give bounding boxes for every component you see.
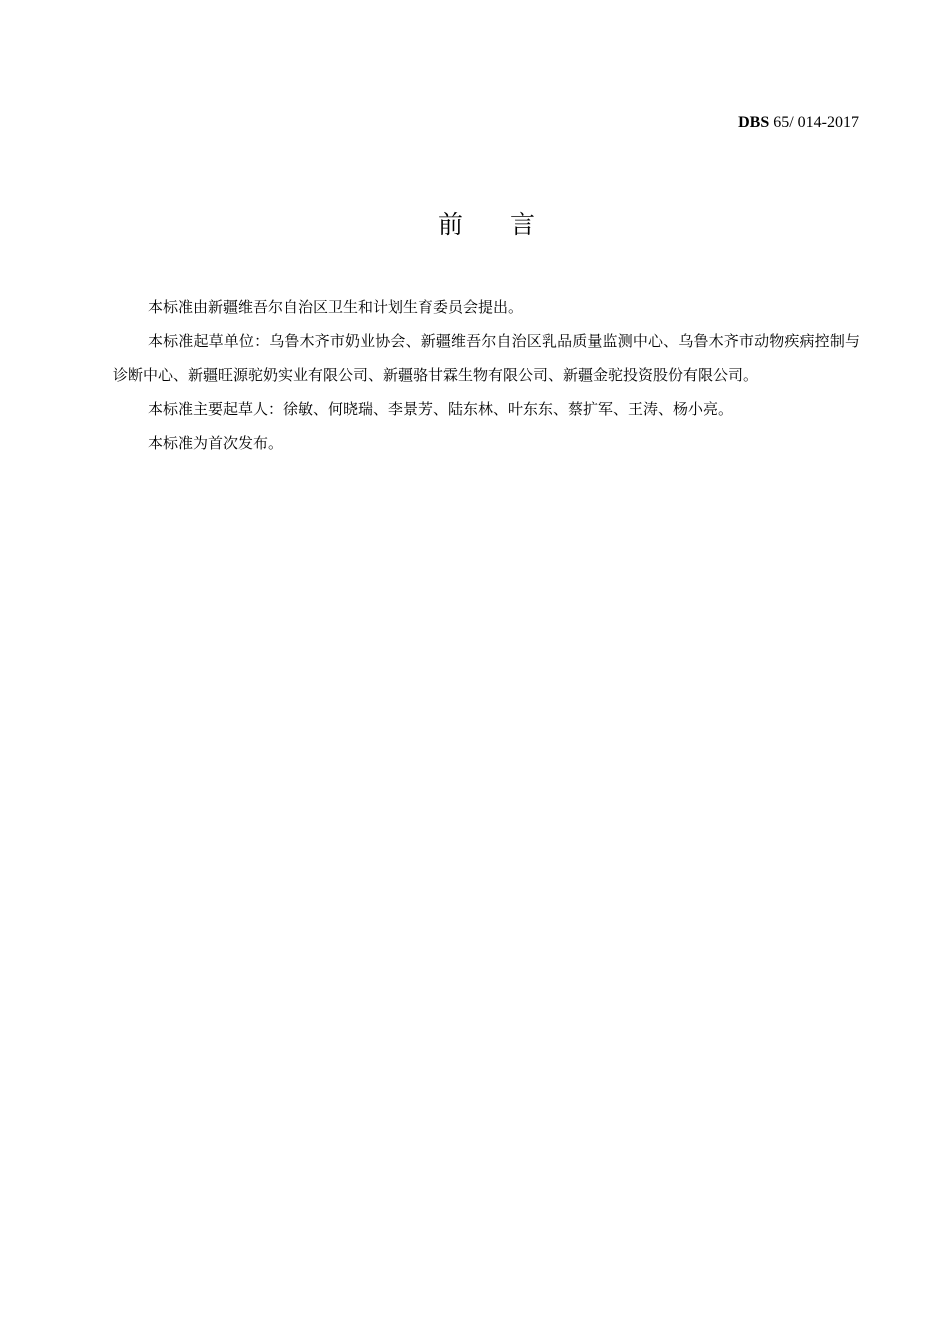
standard-code: [738, 113, 859, 133]
paragraph-drafting-units: 本标准起草单位：乌鲁木齐市奶业协会、新疆维吾尔自治区乳品质量监测中心、乌鲁木齐市动物疾病控制与诊断中心、新疆旺源驼奶实业有限公司、新疆骆甘霖生物有限公司、新疆金驼投资股份有限公司。: [113, 332, 860, 384]
foreword-body: [113, 290, 860, 460]
page-title-char-1: 前: [437, 210, 465, 239]
paragraph-drafters: 本标准主要起草人：徐敏、何晓瑞、李景芳、陆东林、叶东东、蔡扩军、王涛、杨小亮。: [148, 400, 734, 418]
standard-code-prefix: DBS: [738, 114, 770, 131]
paragraph-proposer: 本标准由新疆维吾尔自治区卫生和计划生育委员会提出。: [148, 298, 524, 316]
page-title: [0, 208, 950, 242]
standard-code-number: 65/ 014-2017: [769, 114, 859, 131]
paragraph-first-release: 本标准为首次发布。: [148, 434, 284, 452]
page-title-char-2: 言: [510, 210, 538, 239]
